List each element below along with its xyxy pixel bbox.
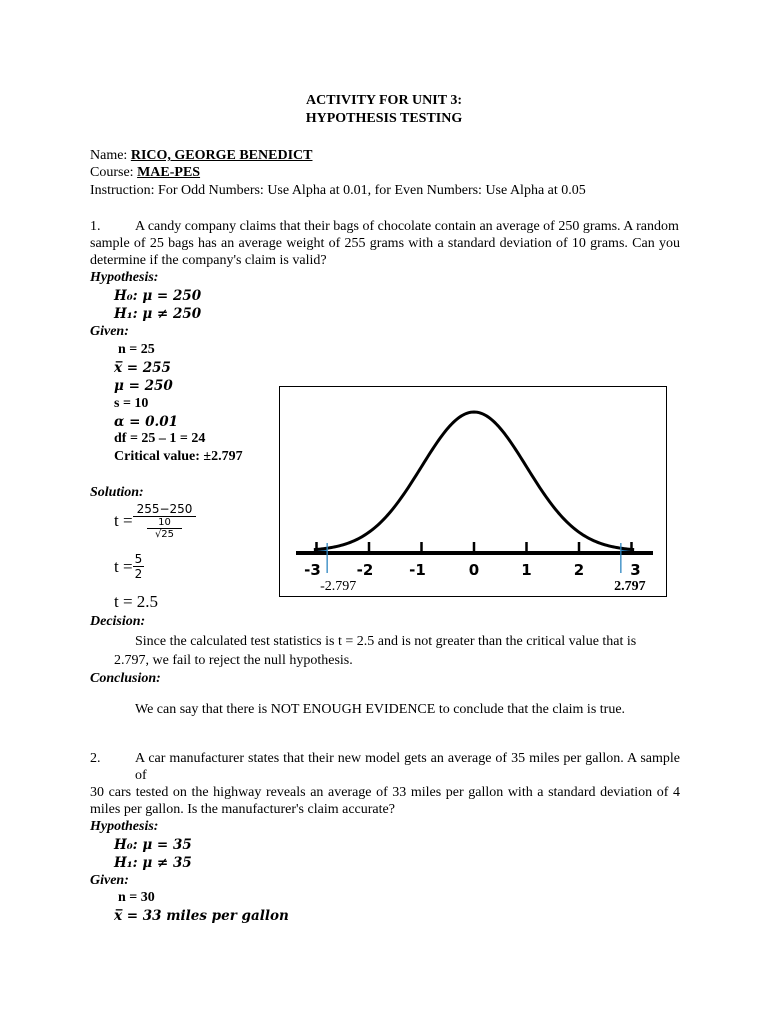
problem-2-text-first: A car manufacturer states that their new model gets an average of 35 miles per gallon. A sample of [135, 751, 680, 783]
hypothesis-label-1: Hypothesis: [90, 270, 159, 285]
given-s: s = 10 [114, 396, 149, 411]
problem-1-number: 1. [90, 219, 101, 234]
course-label: Course: [90, 165, 138, 180]
t-fraction [133, 502, 197, 540]
problem-1-text-first: A candy company claims that their bags of chocolate contain an average of 250 grams. A random [135, 219, 679, 234]
t-formula [114, 502, 196, 540]
t-label-2: t = [114, 556, 133, 576]
name-value: RICO, GEORGE BENEDICT [130, 148, 313, 163]
problem-2-text [90, 750, 680, 818]
problem-2-number: 2. [90, 751, 101, 766]
problem-1-text [90, 218, 680, 269]
title-line-2: HYPOTHESIS TESTING [305, 111, 463, 126]
h1-1: H₁: μ ≠ 250 [114, 306, 202, 322]
given-n: n = 25 [118, 342, 155, 357]
tick-label: -3 [304, 561, 321, 579]
conclusion-text: We can say that there is NOT ENOUGH EVIDENCE to conclude that the claim is true. [135, 702, 626, 717]
given-xbar: x̅ = 255 [114, 360, 171, 376]
t-result: t = 2.5 [114, 592, 159, 611]
critical-value-label: 2.797 [614, 579, 646, 594]
t-formula-2 [114, 552, 144, 581]
course-row [90, 165, 200, 181]
inner-numerator: 10 [147, 517, 183, 529]
tick-label: -2 [356, 561, 374, 579]
t-fraction-2-numerator: 5 [134, 552, 143, 566]
given-df: df = 25 – 1 = 24 [114, 431, 206, 446]
tick-label: 3 [630, 561, 641, 579]
given-label-1: Given: [90, 324, 129, 339]
h0-1: H₀: μ = 250 [114, 288, 202, 304]
decision-label-1: Decision: [90, 614, 146, 629]
name-label: Name: [90, 148, 131, 163]
t-fraction-2-denominator: 2 [134, 567, 143, 581]
conclusion-label-1: Conclusion: [90, 671, 161, 686]
hypothesis-label-2: Hypothesis: [90, 819, 159, 834]
inner-denominator: √25 [154, 529, 175, 540]
course-value: MAE-PES [137, 165, 201, 180]
given-label-2: Given: [90, 873, 129, 888]
given-n-2: n = 30 [118, 890, 155, 905]
decision-line-2: 2.797, we fail to reject the null hypothesis. [114, 653, 353, 668]
given-xbar-2: x̅ = 33 miles per gallon [114, 908, 289, 924]
normal-curve-svg [280, 387, 665, 595]
t-fraction-denominator [133, 517, 197, 540]
instruction: Instruction: For Odd Numbers: Use Alpha at 0.01, for Even Numbers: Use Alpha at 0.05 [90, 183, 586, 198]
problem-1-text-rest: sample of 25 bags has an average weight of 255 grams with a standard deviation of 10 grams. Can you determine if the company's claim is valid? [90, 236, 680, 268]
solution-label-1: Solution: [90, 485, 144, 500]
critical-value-label: -2.797 [320, 579, 357, 594]
t-fraction-2 [133, 552, 145, 581]
title-line-1: ACTIVITY FOR UNIT 3: [306, 93, 462, 108]
tick-label: -1 [409, 561, 426, 579]
name-row [90, 148, 312, 164]
problem-2-text-rest: 30 cars tested on the highway reveals an average of 33 miles per gallon with a standard deviation of 4 miles per gallon. Is the manufacturer's claim accurate? [90, 785, 680, 817]
given-alpha: α = 0.01 [114, 414, 178, 430]
tick-label: 2 [573, 561, 585, 579]
normal-curve [314, 412, 634, 550]
given-mu: μ = 250 [114, 378, 173, 394]
h1-2: H₁: μ ≠ 35 [114, 855, 192, 871]
tick-label: 0 [468, 561, 480, 579]
tick-label: 1 [521, 561, 532, 579]
t-fraction-numerator: 255−250 [133, 502, 197, 517]
decision-line-1: Since the calculated test statistics is t = 2.5 and is not greater than the critical value that is [135, 634, 637, 649]
given-critical: Critical value: ±2.797 [114, 449, 243, 464]
t-label: t = [114, 511, 133, 530]
normal-curve-chart [279, 386, 667, 597]
h0-2: H₀: μ = 35 [114, 837, 192, 853]
